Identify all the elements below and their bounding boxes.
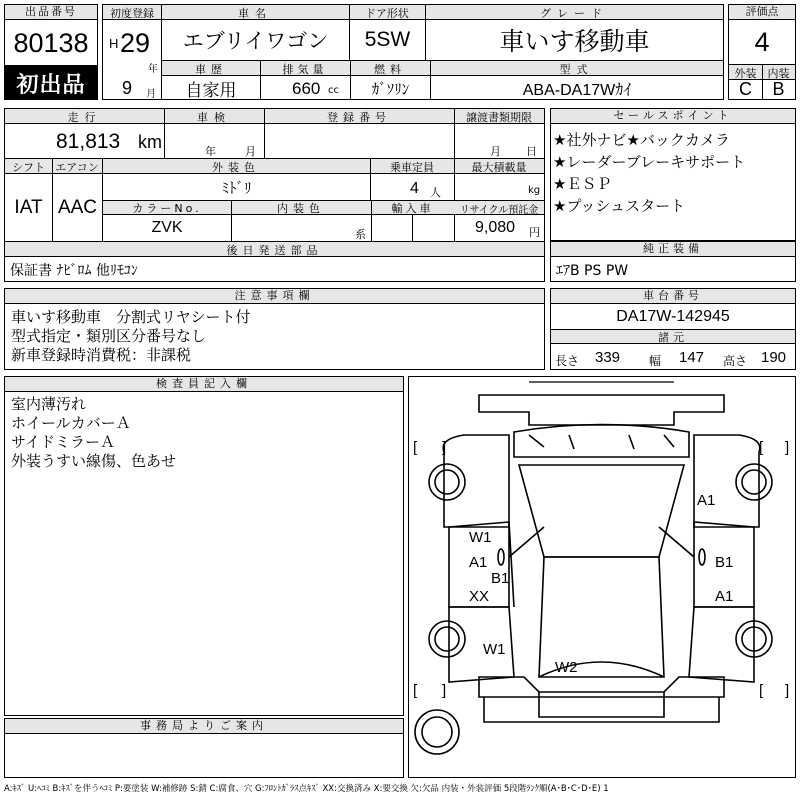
dims-label: 諸元	[658, 331, 688, 344]
doc-date-label: 譲渡書類期限	[466, 110, 532, 124]
equipment-value: ｴｱB PS PW	[556, 263, 629, 279]
damage-mark: W1	[469, 529, 492, 546]
inspector-label: 検査員記入欄	[5, 377, 403, 392]
height-label: 高さ	[723, 354, 748, 368]
model-label: 型式	[559, 62, 594, 76]
ext-color-label: 外装色	[212, 160, 260, 174]
doc-month-unit: 月	[490, 145, 501, 158]
bracket-open: [	[413, 682, 418, 699]
inspector-line: ホイールカバーＡ	[11, 414, 131, 432]
inspection-year-unit: 年	[205, 145, 216, 158]
capacity-label: 乗車定員	[390, 160, 434, 174]
car-outline-diagram	[409, 377, 795, 777]
ext-label: 外装	[734, 66, 757, 80]
width-label: 幅	[649, 354, 662, 368]
sales-point: ★社外ナビ★バックカメラ	[553, 131, 730, 149]
first-listing-badge: 初出品	[4, 66, 98, 100]
model-value: ABA-DA17Wｶｲ	[522, 81, 632, 99]
int-value: B	[772, 79, 785, 99]
ac-value: AAC	[57, 196, 98, 218]
sales-point: ★レーダーブレーキサポート	[553, 153, 746, 171]
length-label: 長さ	[555, 354, 580, 368]
damage-mark: A1	[715, 588, 734, 605]
car-name-label: 車名	[238, 6, 272, 20]
damage-mark: W2	[555, 659, 578, 676]
note-line: 型式指定・類別区分番号なし	[11, 327, 207, 345]
era-letter: H	[109, 36, 119, 51]
notes-box	[4, 288, 545, 370]
recycle-unit: 円	[529, 226, 540, 239]
bracket-close: ]	[442, 439, 447, 456]
displacement-value: 660	[292, 79, 321, 98]
shift-value: IAT	[14, 196, 43, 218]
bracket-close: ]	[785, 439, 790, 456]
damage-mark: B1	[715, 554, 734, 571]
recycle-value: 9,080	[475, 219, 516, 236]
inspector-box	[4, 376, 404, 716]
legend: A:ｷｽﾞ U:ﾍｺﾐ B:ｷｽﾞを伴うﾍｺﾐ P:要塗装 W:補修跡 S:錆 C:腐食、穴 G:ﾌﾛﾝﾄｶﾞﾗｽ点ｷｽﾞ XX:交換済み X:要交換 欠:欠品 内装・外装評価 5段階ﾗﾝｸ順(A･B･C･D･E) 1	[4, 784, 609, 794]
length-value: 339	[595, 349, 621, 366]
sales-points-box	[550, 108, 796, 241]
height-value: 190	[761, 349, 787, 366]
inspector-line: 外装うすい線傷、色あせ	[11, 452, 177, 470]
history-value: 自家用	[185, 80, 237, 101]
sales-point: ★ＥＳＰ	[553, 175, 612, 193]
ext-value: C	[739, 79, 752, 99]
fuel-value: ｶﾞｿﾘﾝ	[371, 79, 410, 98]
damage-mark: B1	[491, 570, 510, 587]
displacement-unit: cc	[328, 85, 339, 96]
damage-mark: W1	[483, 641, 506, 658]
shift-label: シフト	[12, 160, 45, 174]
note-line: 新車登録時消費税：非課税	[11, 346, 192, 364]
max-load-label: 最大積載量	[471, 160, 527, 174]
lot-label: 出品番号	[5, 5, 97, 20]
score-box	[728, 4, 796, 100]
notes-list	[11, 308, 251, 365]
score-value: 4	[754, 26, 770, 57]
damage-mark: A1	[697, 492, 716, 509]
grade-label: グレード	[540, 6, 608, 20]
max-load-unit: kg	[528, 185, 541, 196]
chassis-box	[550, 288, 796, 370]
later-parts-label: 後日発送部品	[226, 243, 323, 257]
equipment-label: 純正装備	[551, 242, 795, 257]
bracket-close: ]	[442, 682, 447, 699]
door-label: ドア形状	[365, 6, 409, 20]
score-label: 評価点	[729, 5, 795, 20]
color-no-label: カラーNo.	[132, 202, 202, 215]
first-reg-label: 初度登録	[110, 6, 154, 20]
mileage-value: 81,813	[56, 130, 121, 153]
sales-points-label: セールスポイント	[551, 109, 795, 124]
note-line: 車いす移動車 分割式リヤシート付	[11, 308, 251, 326]
inspection-month-unit: 月	[245, 145, 256, 158]
doc-day-unit: 日	[526, 145, 537, 158]
displacement-label: 排気量	[282, 62, 328, 76]
notes-label: 注意事項欄	[5, 289, 544, 304]
bracket-open: [	[759, 439, 764, 456]
capacity-value: 4	[410, 180, 419, 197]
inspector-list	[11, 395, 176, 471]
color-no-value: ZVK	[151, 219, 183, 236]
bracket-close: ]	[785, 682, 790, 699]
grade-value: 車いす移動車	[499, 27, 650, 56]
capacity-unit: 人	[430, 186, 441, 199]
inspector-line: 室内薄汚れ	[11, 395, 87, 413]
month-number: 9	[122, 78, 133, 98]
year-number: 29	[120, 28, 151, 58]
month-unit: 月	[146, 89, 156, 100]
width-value: 147	[679, 349, 705, 366]
ac-label: エアコン	[55, 160, 99, 174]
mileage-label: 走行	[67, 110, 102, 124]
chassis-value: DA17W-142945	[616, 307, 730, 325]
sales-point: ★プッシュスタート	[553, 197, 686, 215]
bracket-open: [	[759, 682, 764, 699]
inspector-line: サイドミラーＡ	[11, 433, 115, 451]
reg-no-label: 登録番号	[327, 110, 391, 124]
int-label: 内装	[767, 66, 790, 80]
equipment-box	[550, 241, 796, 282]
lot-number: 80138	[13, 27, 89, 58]
later-parts-value: 保証書 ﾅﾋﾞﾛﾑ 他ﾘﾓｺﾝ	[10, 263, 138, 279]
damage-mark: XX	[469, 588, 490, 605]
sales-points-list	[553, 129, 745, 217]
fuel-label: 燃料	[374, 62, 406, 76]
history-label: 車歴	[195, 62, 227, 76]
door-value: 5SW	[364, 28, 411, 51]
inspection-label: 車検	[197, 110, 231, 124]
office-label: 事務局よりご案内	[5, 719, 403, 734]
ext-color-value: ﾐﾄﾞﾘ	[221, 178, 252, 197]
car-name: エブリイワゴン	[182, 29, 329, 53]
damage-diagram	[408, 376, 796, 778]
year-unit: 年	[148, 64, 158, 75]
mileage-unit: km	[138, 132, 162, 152]
int-color-label: 内装色	[277, 202, 325, 215]
import-label: 輸入車	[391, 202, 434, 215]
recycle-label: リサイクル預託金	[459, 204, 539, 216]
lot-box	[4, 4, 98, 66]
bracket-open: [	[413, 439, 418, 456]
office-box	[4, 718, 404, 778]
damage-mark: A1	[469, 554, 488, 571]
int-color-unit: 系	[355, 228, 366, 241]
chassis-label: 車台番号	[551, 289, 795, 304]
